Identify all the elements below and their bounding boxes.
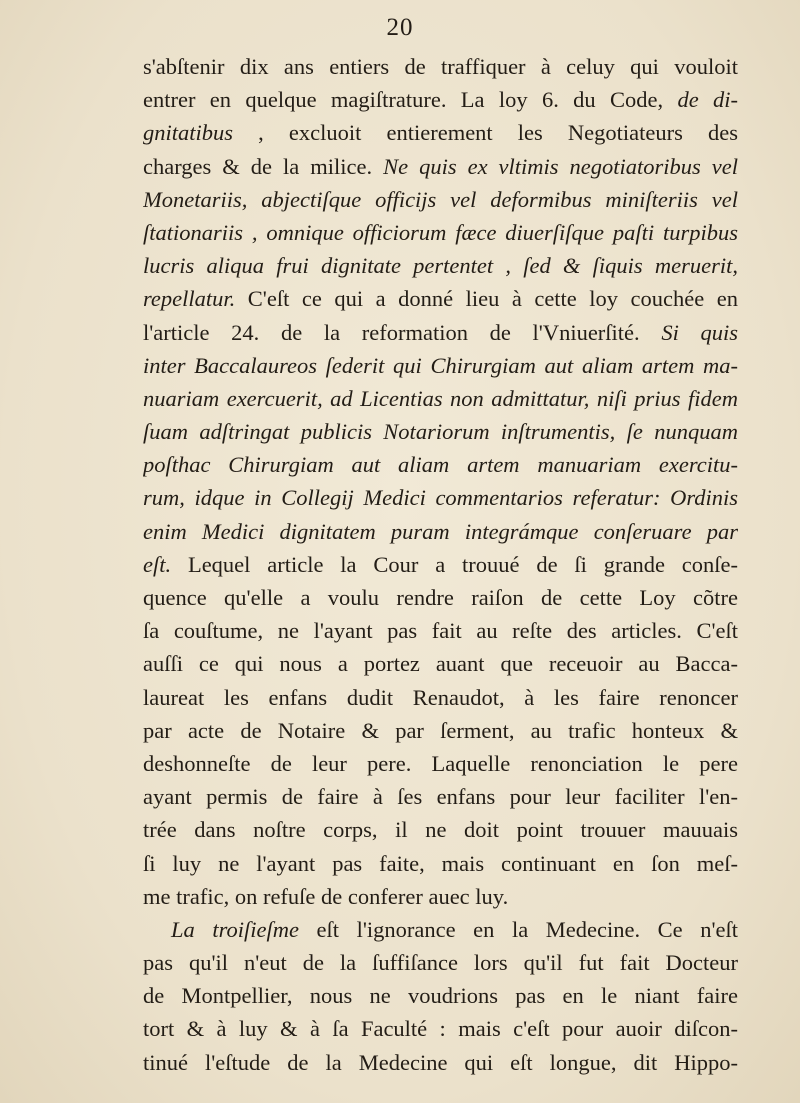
text-line: par acte de Notaire & par ſerment, au trafic honteux & — [143, 717, 738, 743]
text-line: ſuam adſtringat publicis Notariorum inſtrumentis, ſe nunquam — [143, 419, 738, 445]
text-line: ſtationariis , omnique officiorum fæce diuerſiſque paſti turpibus — [143, 219, 738, 245]
text-line: s'abſtenir dix ans entiers de traffiquer à celuy qui vouloit — [143, 54, 738, 79]
text-line: deshonneſte de leur pere. Laquelle renonciation le pere — [143, 750, 738, 776]
text-line: quence qu'elle a voulu rendre raiſon de cette Loy cõtre — [143, 585, 738, 610]
text-line: ſi luy ne l'ayant pas faite, mais continuant en ſon meſ- — [143, 850, 738, 876]
text-line: eſt. Lequel article la Cour a trouué de ſi grande conſe- — [143, 551, 738, 577]
text-line: trée dans noſtre corps, il ne doit point trouuer mauuais — [143, 817, 738, 843]
text-line: auſſi ce qui nous a portez auant que receuoir au Bacca- — [143, 651, 738, 677]
paragraph-end-line: me trafic, on refuſe de conferer auec luy. — [143, 883, 509, 909]
text-line: laureat les enfans dudit Renaudot, à les faire renoncer — [143, 684, 738, 710]
text-line: inter Baccalaureos ſederit qui Chirurgiam aut aliam artem ma- — [143, 352, 738, 378]
body-text — [143, 50, 738, 1079]
text-line: gnitatibus , excluoit entierement les Negotiateurs des — [143, 120, 738, 146]
page-number: 20 — [386, 14, 414, 41]
text-line: Monetariis, abjectiſque officijs vel deformibus miniſteriis vel — [143, 186, 738, 212]
text-line: entrer en quelque magiſtrature. La loy 6. du Code, de di- — [143, 87, 738, 113]
text-line: rum, idque in Collegij Medici commentarios referatur: Ordinis — [143, 485, 738, 511]
text-line: poſthac Chirurgiam aut aliam artem manuariam exercitu- — [143, 452, 738, 478]
text-line: repellatur. C'eſt ce qui a donné lieu à cette loy couchée en — [143, 286, 738, 312]
text-line: ayant permis de faire à ſes enfans pour leur faciliter l'en- — [143, 784, 738, 810]
text-line: tort & à luy & à ſa Faculté : mais c'eſt pour auoir diſcon- — [143, 1016, 738, 1042]
text-line: pas qu'il n'eut de la ſuffiſance lors qu'il fut fait Docteur — [143, 950, 738, 976]
text-line: l'article 24. de la reformation de l'Vniuerſité. Si quis — [143, 319, 738, 345]
text-line: de Montpellier, nous ne voudrions pas en le niant faire — [143, 983, 738, 1009]
text-line: nuariam exercuerit, ad Licentias non admittatur, niſi prius fidem — [143, 385, 738, 411]
text-line: charges & de la milice. Ne quis ex vltimis negotiatoribus vel — [143, 153, 738, 179]
text-line: lucris aliqua frui dignitate pertentet , ſed & ſiquis meruerit, — [143, 253, 738, 279]
text-line: ſa couſtume, ne l'ayant pas fait au reſte des articles. C'eſt — [143, 618, 738, 644]
text-line: tinué l'eſtude de la Medecine qui eſt longue, dit Hippo- — [143, 1049, 738, 1075]
text-line: enim Medici dignitatem puram integrámque conſeruare par — [143, 518, 738, 544]
paragraph-start-line: La troiſieſme eſt l'ignorance en la Medecine. Ce n'eſt — [171, 916, 738, 942]
